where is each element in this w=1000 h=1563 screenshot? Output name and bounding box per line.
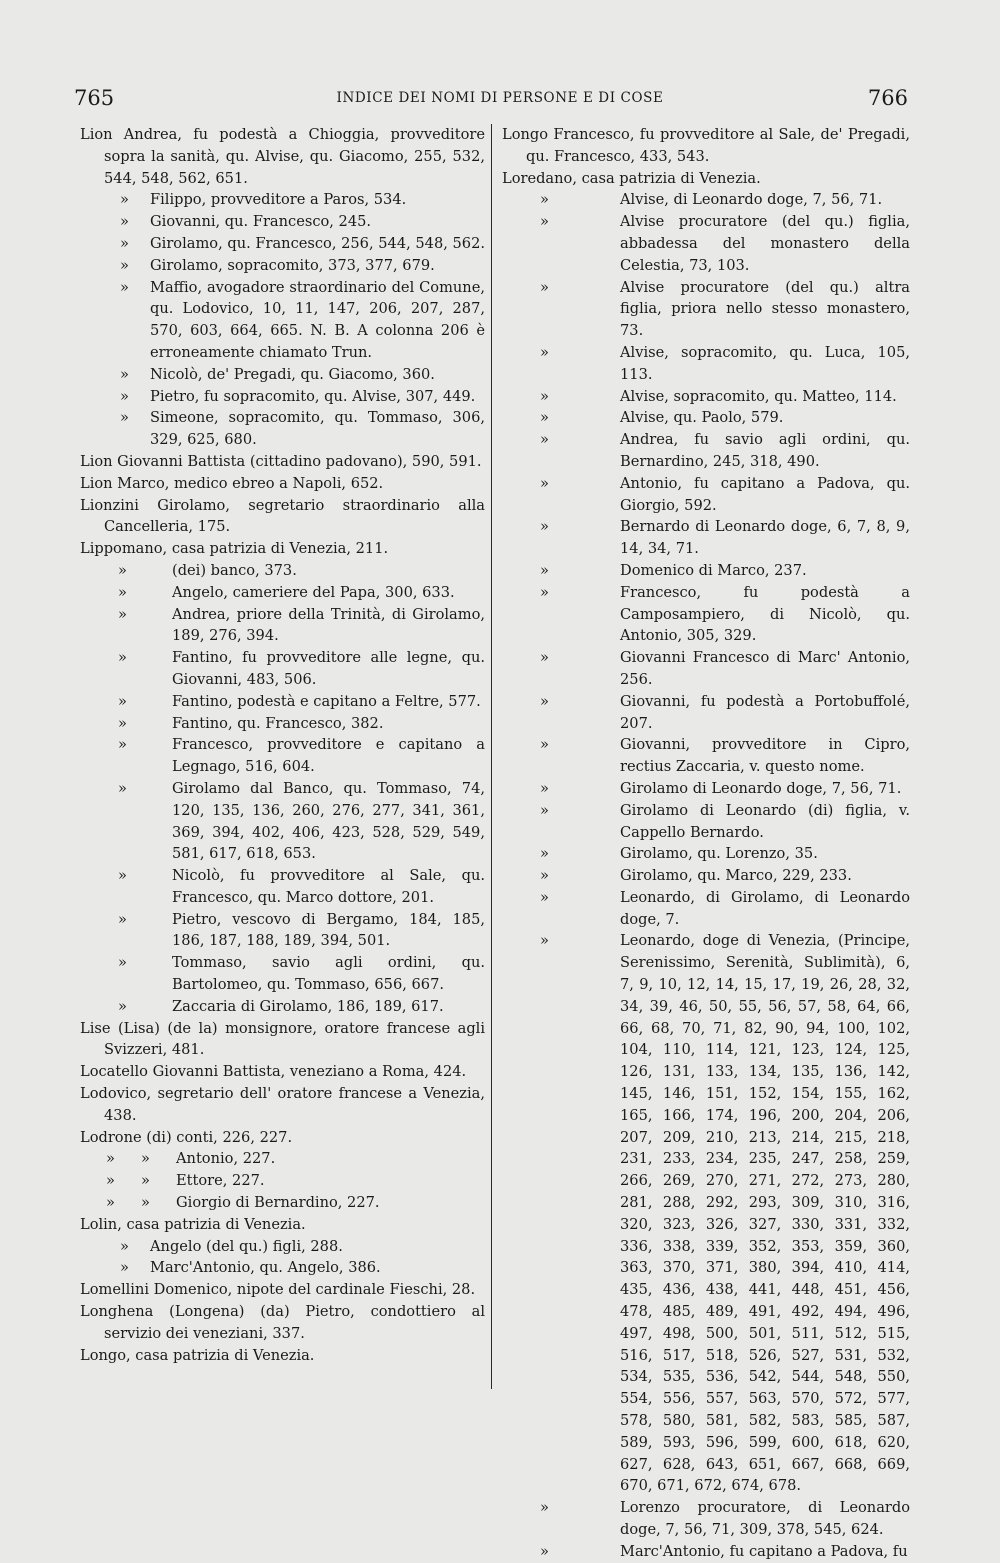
index-subentry [502, 887, 910, 931]
entry-text: Giovanni, provveditore in Cipro, rectius Zaccaria, v. questo nome. [620, 736, 910, 776]
index-column-left [80, 124, 485, 1366]
entry-text: Girolamo di Leonardo doge, 7, 56, 71. [620, 779, 902, 797]
ditto-mark: » [540, 191, 549, 209]
entry-text: Fantino, fu provveditore alle legne, qu. Giovanni, 483, 506. [172, 649, 485, 688]
entry-text: Simeone, sopracomito, qu. Tommaso, 306, 329, 625, 680. [150, 409, 485, 449]
page-header [0, 86, 1000, 110]
entry-text: Girolamo di Leonardo (di) figlia, v. Cappello Bernardo. [620, 801, 910, 841]
entry-text: Leonardo, di Girolamo, di Leonardo doge, 7. [620, 888, 910, 928]
index-entry [80, 1127, 485, 1149]
index-entry [80, 1301, 485, 1345]
index-subentry [502, 189, 910, 211]
index-subentry [80, 233, 485, 255]
ditto-mark: » [141, 1150, 150, 1168]
entry-text: Longhena (Longena) (da) Pietro, condottiero al servizio dei veneziani, 337. [80, 1303, 485, 1342]
ditto-mark: » [540, 409, 549, 427]
ditto-mark: » [118, 954, 127, 972]
index-subentry [80, 1192, 485, 1214]
entry-text: Alvise procuratore (del qu.) altra figlia, priora nello stesso monastero, 73. [620, 278, 910, 340]
ditto-mark: » [540, 278, 549, 296]
entry-text: Alvise, qu. Paolo, 579. [620, 409, 784, 427]
column-divider [491, 124, 492, 1389]
ditto-mark: » [540, 932, 549, 950]
index-entry [80, 1061, 485, 1083]
index-subentry [502, 1497, 910, 1541]
entry-text: Pietro, fu sopracomito, qu. Alvise, 307, 449. [150, 387, 476, 405]
index-subentry [80, 560, 485, 582]
index-subentry [502, 386, 910, 408]
entry-text: Lolin, casa patrizia di Venezia. [80, 1215, 306, 1233]
ditto-mark: » [540, 845, 549, 863]
entry-text: Lionzini Girolamo, segretario straordinario alla Cancelleria, 175. [80, 496, 485, 536]
entry-text: Alvise, sopracomito, qu. Luca, 105, 113. [620, 343, 910, 383]
ditto-mark: » [118, 605, 127, 623]
index-column-right [502, 124, 910, 1563]
index-subentry [502, 691, 910, 735]
index-subentry [80, 189, 485, 211]
index-entry [502, 168, 910, 190]
index-subentry [502, 778, 910, 800]
page-number-left: 765 [74, 86, 115, 110]
entry-text: Lion Marco, medico ebreo a Napoli, 652. [80, 474, 384, 492]
ditto-mark: » [540, 474, 549, 492]
index-subentry [502, 560, 910, 582]
ditto-mark: » [540, 518, 549, 536]
entry-text: Antonio, fu capitano a Padova, qu. Giorgio, 592. [620, 474, 910, 514]
index-subentry [80, 277, 485, 364]
ditto-mark: » [118, 714, 127, 732]
ditto-mark: » [120, 1237, 129, 1255]
entry-text: Leonardo, doge di Venezia, (Principe, Serenissimo, Serenità, Sublimità), 6, 7, 9, 10, 12, 14, 15, 17, 19, 26, 28, 32, 34, 39, 46, 50, 55, 56, 57, 58, 64, 66, 66, 68, 70, 71, 82, 90, 94, 100, 102, 104, 110, 114, 121, 123, 124, 125, 126, 131, 133, 134, 135, 136, 142, 145, 146, 151, 152, 154, 155, 162, 165, 166, 174, 196, 200, 204, 206, 207, 209, 210, 213, 214, 215, 218, 231, 233, 234, 235, 247, 258, 259, 266, 269, 270, 271, 272, 273, 280, 281, 288, 292, 293, 309, 310, 316, 320, 323, 326, 327, 330, 331, 332, 336, 338, 339, 352, 353, 359, 360, 363, 370, 371, 380, 394, 410, 414, 435, 436, 438, 441, 448, 451, 456, 478, 485, 489, 491, 492, 494, 496, 497, 498, 500, 501, 511, 512, 515, 516, 517, 518, 526, 527, 531, 532, 534, 535, 536, 542, 544, 548, 550, 554, 556, 557, 563, 570, 572, 577, 578, 580, 581, 582, 583, 585, 587, 589, 593, 596, 599, 600, 618, 620, 627, 628, 643, 651, 667, 668, 669, 670, 671, 672, 674, 678. [620, 932, 910, 1495]
ditto-mark: » [118, 561, 127, 579]
index-subentry [80, 407, 485, 451]
index-subentry [502, 647, 910, 691]
index-entry [80, 473, 485, 495]
entry-text: Francesco, provveditore e capitano a Legnago, 516, 604. [172, 736, 485, 776]
ditto-mark: » [118, 649, 127, 667]
ditto-mark: » [540, 736, 549, 754]
index-subentry [80, 1148, 485, 1170]
ditto-mark: » [106, 1172, 115, 1190]
entry-text: Giorgio di Bernardino, 227. [176, 1194, 380, 1212]
ditto-mark: » [118, 910, 127, 928]
index-subentry [502, 865, 910, 887]
index-subentry [80, 865, 485, 909]
entry-text: Lomellini Domenico, nipote del cardinale Fieschi, 28. [80, 1281, 476, 1299]
index-subentry [502, 1541, 910, 1563]
ditto-mark: » [120, 213, 129, 231]
ditto-mark: » [120, 278, 129, 296]
entry-text: Lodovico, segretario dell' oratore francese a Venezia, 438. [80, 1085, 485, 1124]
ditto-mark: » [106, 1150, 115, 1168]
entry-text: Lodrone (di) conti, 226, 227. [80, 1128, 293, 1146]
index-subentry [80, 211, 485, 233]
entry-text: Zaccaria di Girolamo, 186, 189, 617. [172, 997, 444, 1015]
entry-text: Andrea, fu savio agli ordini, qu. Bernardino, 245, 318, 490. [620, 431, 910, 470]
entry-text: Girolamo, qu. Marco, 229, 233. [620, 867, 852, 885]
index-subentry [502, 342, 910, 386]
entry-text: Fantino, podestà e capitano a Feltre, 577. [172, 692, 481, 710]
entry-text: Alvise, di Leonardo doge, 7, 56, 71. [620, 191, 883, 209]
ditto-mark: » [120, 234, 129, 252]
ditto-mark: » [540, 431, 549, 449]
index-subentry [80, 952, 485, 996]
ditto-mark: » [540, 387, 549, 405]
ditto-mark: » [120, 387, 129, 405]
entry-text: Nicolò, de' Pregadi, qu. Giacomo, 360. [150, 365, 435, 383]
ditto-mark: » [540, 692, 549, 710]
index-subentry [502, 734, 910, 778]
entry-text: Alvise, sopracomito, qu. Matteo, 114. [620, 387, 897, 405]
entry-text: Giovanni, fu podestà a Portobuffolé, 207. [620, 692, 910, 732]
index-entry [80, 538, 485, 560]
ditto-mark: » [120, 256, 129, 274]
index-subentry [80, 713, 485, 735]
entry-text: (dei) banco, 373. [172, 561, 297, 579]
index-subentry [80, 778, 485, 865]
index-subentry [80, 1257, 485, 1279]
entry-text: Antonio, 227. [176, 1150, 276, 1168]
index-subentry [502, 211, 910, 276]
index-subentry [502, 429, 910, 473]
entry-text: Angelo (del qu.) figli, 288. [150, 1237, 343, 1255]
index-subentry [502, 582, 910, 647]
entry-text: Marc'Antonio, qu. Angelo, 386. [150, 1259, 381, 1277]
index-subentry [502, 473, 910, 517]
ditto-mark: » [120, 1259, 129, 1277]
entry-text: Giovanni Francesco di Marc' Antonio, 256. [620, 649, 910, 688]
entry-text: Loredano, casa patrizia di Venezia. [502, 169, 761, 187]
index-subentry [502, 843, 910, 865]
index-subentry [80, 255, 485, 277]
ditto-mark: » [120, 191, 129, 209]
running-head: INDICE DEI NOMI DI PERSONE E DI COSE [336, 90, 664, 106]
entry-text: Lion Giovanni Battista (cittadino padovano), 590, 591. [80, 452, 482, 470]
entry-text: Girolamo, qu. Lorenzo, 35. [620, 845, 818, 863]
entry-text: Ettore, 227. [176, 1172, 265, 1190]
index-subentry [502, 800, 910, 844]
ditto-mark: » [120, 409, 129, 427]
index-entry [80, 1279, 485, 1301]
index-entry [80, 1083, 485, 1127]
entry-text: Nicolò, fu provveditore al Sale, qu. Francesco, qu. Marco dottore, 201. [172, 867, 485, 906]
entry-text: Alvise procuratore (del qu.) figlia, abbadessa del monastero della Celestia, 73, 103. [620, 213, 910, 274]
entry-text: Lorenzo procuratore, di Leonardo doge, 7, 56, 71, 309, 378, 545, 624. [620, 1499, 910, 1538]
ditto-mark: » [540, 583, 549, 601]
index-subentry [80, 364, 485, 386]
ditto-mark: » [540, 561, 549, 579]
index-subentry [80, 647, 485, 691]
entry-text: Lise (Lisa) (de la) monsignore, oratore francese agli Svizzeri, 481. [80, 1019, 485, 1059]
index-subentry [80, 582, 485, 604]
index-subentry [80, 996, 485, 1018]
entry-text: Domenico di Marco, 237. [620, 561, 807, 579]
entry-text: Tommaso, savio agli ordini, qu. Bartolomeo, qu. Tommaso, 656, 667. [172, 954, 485, 994]
ditto-mark: » [118, 692, 127, 710]
ditto-mark: » [540, 1499, 549, 1517]
entry-text: Girolamo, qu. Francesco, 256, 544, 548, 562. [150, 234, 486, 252]
index-subentry [80, 1170, 485, 1192]
index-subentry [502, 930, 910, 1497]
index-subentry [80, 909, 485, 953]
index-subentry [80, 691, 485, 713]
index-subentry [80, 734, 485, 778]
entry-text: Lion Andrea, fu podestà a Chioggia, provveditore sopra la sanità, qu. Alvise, qu. Giacomo, 255, 532, 544, 548, 562, 651. [80, 126, 485, 187]
index-entry [502, 124, 910, 168]
ditto-mark: » [540, 867, 549, 885]
ditto-mark: » [118, 779, 127, 797]
index-subentry [502, 516, 910, 560]
ditto-mark: » [540, 343, 549, 361]
index-subentry [80, 1236, 485, 1258]
entry-text: Locatello Giovanni Battista, veneziano a Roma, 424. [80, 1063, 467, 1081]
entry-text: Andrea, priore della Trinità, di Girolamo, 189, 276, 394. [172, 605, 485, 645]
ditto-mark: » [118, 583, 127, 601]
ditto-mark: » [540, 779, 549, 797]
index-entry [80, 451, 485, 473]
ditto-mark: » [540, 213, 549, 231]
entry-text: Angelo, cameriere del Papa, 300, 633. [172, 583, 455, 601]
ditto-mark: » [141, 1172, 150, 1190]
entry-text: Marc'Antonio, fu capitano a Padova, fu [620, 1542, 908, 1560]
page-number-right: 766 [867, 86, 908, 110]
entry-text: Fantino, qu. Francesco, 382. [172, 714, 384, 732]
ditto-mark: » [540, 801, 549, 819]
index-entry [80, 1345, 485, 1367]
entry-text: Giovanni, qu. Francesco, 245. [150, 213, 372, 231]
entry-text: Lippomano, casa patrizia di Venezia, 211. [80, 540, 389, 558]
entry-text: Longo, casa patrizia di Venezia. [80, 1346, 315, 1364]
ditto-mark: » [118, 736, 127, 754]
index-entry [80, 495, 485, 539]
index-subentry [502, 277, 910, 342]
ditto-mark: » [141, 1194, 150, 1212]
index-entry [80, 1018, 485, 1062]
ditto-mark: » [540, 1542, 549, 1560]
index-entry [80, 124, 485, 189]
ditto-mark: » [540, 649, 549, 667]
index-subentry [80, 386, 485, 408]
entry-text: Filippo, provveditore a Paros, 534. [150, 191, 407, 209]
index-subentry [80, 604, 485, 648]
entry-text: Francesco, fu podestà a Camposampiero, di Nicolò, qu. Antonio, 305, 329. [620, 583, 910, 645]
ditto-mark: » [106, 1194, 115, 1212]
ditto-mark: » [118, 867, 127, 885]
entry-text: Pietro, vescovo di Bergamo, 184, 185, 186, 187, 188, 189, 394, 501. [172, 910, 485, 950]
ditto-mark: » [120, 365, 129, 383]
entry-text: Bernardo di Leonardo doge, 6, 7, 8, 9, 14, 34, 71. [620, 518, 910, 558]
index-entry [80, 1214, 485, 1236]
entry-text: Maffio, avogadore straordinario del Comune, qu. Lodovico, 10, 11, 147, 206, 207, 287, 570, 603, 664, 665. N. B. A colonna 206 è erroneamente chiamato Trun. [150, 278, 485, 361]
ditto-mark: » [118, 997, 127, 1015]
index-subentry [502, 407, 910, 429]
entry-text: Girolamo, sopracomito, 373, 377, 679. [150, 256, 435, 274]
entry-text: Girolamo dal Banco, qu. Tommaso, 74, 120, 135, 136, 260, 276, 277, 341, 361, 369, 394, 402, 406, 423, 528, 529, 549, 581, 617, 618, 653. [172, 779, 485, 863]
entry-text: Longo Francesco, fu provveditore al Sale, de' Pregadi, qu. Francesco, 433, 543. [502, 126, 910, 165]
ditto-mark: » [540, 888, 549, 906]
